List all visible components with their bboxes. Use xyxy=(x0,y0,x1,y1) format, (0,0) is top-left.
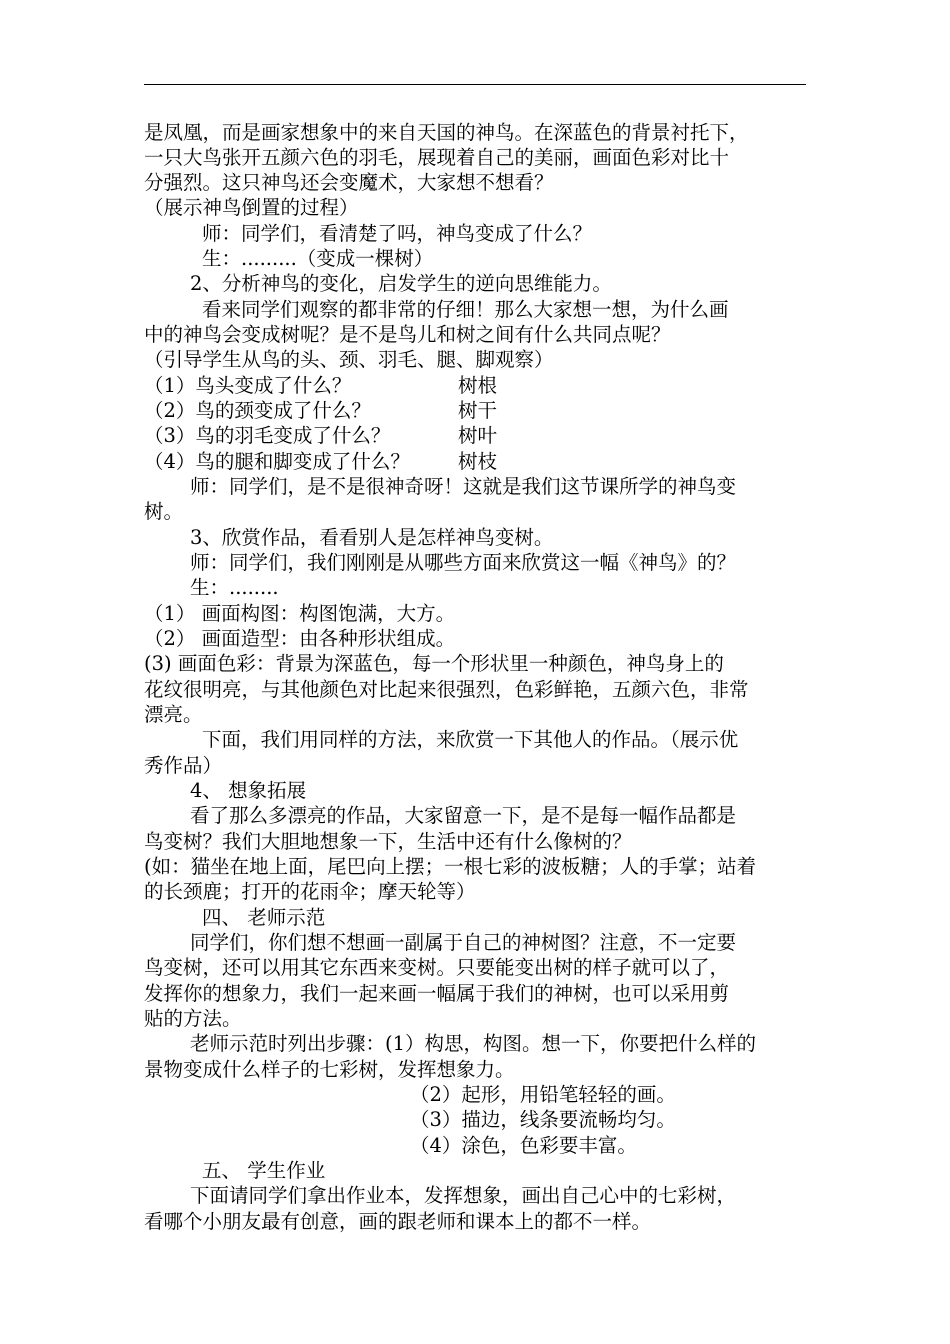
text-line: 师：同学们，我们刚刚是从哪些方面来欣赏这一幅《神鸟》的？ xyxy=(190,551,737,574)
text-line: 鸟变树，还可以用其它东西来变树。只要能变出树的样子就可以了， xyxy=(144,956,730,979)
text-line: 花纹很明亮，与其他颜色对比起来很强烈，色彩鲜艳，五颜六色，非常 xyxy=(144,678,749,701)
text-line: 同学们，你们想不想画一副属于自己的神树图？注意，不一定要 xyxy=(190,931,737,954)
section-heading: 2、分析神鸟的变化，启发学生的逆向思维能力。 xyxy=(190,272,612,295)
list-item: （2） 画面造型：由各种形状组成。 xyxy=(144,627,456,650)
text-line: 师：同学们，是不是很神奇呀！这就是我们这节课所学的神鸟变 xyxy=(190,475,737,498)
step-item: （3）描边，线条要流畅均匀。 xyxy=(410,1108,676,1131)
header-rule xyxy=(144,84,806,85)
text-line: 老师示范时列出步骤：(1）构思，构图。想一下，你要把什么样的 xyxy=(190,1032,757,1055)
question-item: （3）鸟的羽毛变成了什么？ xyxy=(144,424,391,447)
step-item: （4）涂色，色彩要丰富。 xyxy=(410,1134,637,1157)
question-item: （1）鸟头变成了什么？ xyxy=(144,374,352,397)
section-heading: 五、 学生作业 xyxy=(202,1159,326,1182)
text-line: 看哪个小朋友最有创意，画的跟老师和课本上的都不一样。 xyxy=(144,1210,652,1233)
answer-item: 树干 xyxy=(458,399,498,422)
list-item: （1） 画面构图：构图饱满，大方。 xyxy=(144,602,456,625)
text-line: 景物变成什么样子的七彩树，发挥想象力。 xyxy=(144,1058,515,1081)
list-item: (3) 画面色彩：背景为深蓝色，每一个形状里一种颜色，神鸟身上的 xyxy=(144,652,724,675)
text-line: 一只大鸟张开五颜六色的羽毛，展现着自己的美丽，画面色彩对比十 xyxy=(144,146,730,169)
text-line: 下面请同学们拿出作业本，发挥想象，画出自己心中的七彩树， xyxy=(190,1184,737,1207)
text-line: 树。 xyxy=(144,500,184,523)
text-line: 中的神鸟会变成树呢？是不是鸟儿和树之间有什么共同点呢？ xyxy=(144,323,671,346)
text-line: 下面，我们用同样的方法，来欣赏一下其他人的作品。（展示优 xyxy=(202,728,739,751)
step-item: （2）起形，用铅笔轻轻的画。 xyxy=(410,1083,676,1106)
text-line: 贴的方法。 xyxy=(144,1007,242,1030)
text-line: 发挥你的想象力，我们一起来画一幅属于我们的神树，也可以采用剪 xyxy=(144,982,730,1005)
text-line: 生：........ xyxy=(190,576,279,599)
text-line: (如：猫坐在地上面，尾巴向上摆；一根七彩的波板糖；人的手掌；站着 xyxy=(144,855,757,878)
answer-item: 树枝 xyxy=(458,450,498,473)
section-heading: 3、欣赏作品，看看别人是怎样神鸟变树。 xyxy=(190,526,554,549)
text-line: 的长颈鹿；打开的花雨伞；摩天轮等） xyxy=(144,880,476,903)
text-line: 看了那么多漂亮的作品，大家留意一下，是不是每一幅作品都是 xyxy=(190,804,737,827)
text-line: 生：.........（变成一棵树） xyxy=(202,247,434,270)
question-item: （2）鸟的颈变成了什么？ xyxy=(144,399,371,422)
answer-item: 树根 xyxy=(458,374,498,397)
section-heading: 4、 想象拓展 xyxy=(190,779,307,802)
text-line: 漂亮。 xyxy=(144,703,203,726)
text-line: 看来同学们观察的都非常的仔细！那么大家想一想，为什么画 xyxy=(202,298,729,321)
text-line: 是凤凰，而是画家想象中的来自天国的神鸟。在深蓝色的背景衬托下， xyxy=(144,121,749,144)
text-line: 鸟变树？我们大胆地想象一下，生活中还有什么像树的？ xyxy=(144,830,632,853)
text-line: 分强烈。这只神鸟还会变魔术，大家想不想看？ xyxy=(144,171,554,194)
text-line: 秀作品） xyxy=(144,754,223,777)
question-item: （4）鸟的腿和脚变成了什么？ xyxy=(144,450,410,473)
answer-item: 树叶 xyxy=(458,424,498,447)
text-line: （展示神鸟倒置的过程） xyxy=(144,196,359,219)
text-line: （引导学生从鸟的头、颈、羽毛、腿、脚观察） xyxy=(144,348,554,371)
text-line: 师：同学们，看清楚了吗，神鸟变成了什么？ xyxy=(202,222,593,245)
section-heading: 四、 老师示范 xyxy=(202,906,326,929)
